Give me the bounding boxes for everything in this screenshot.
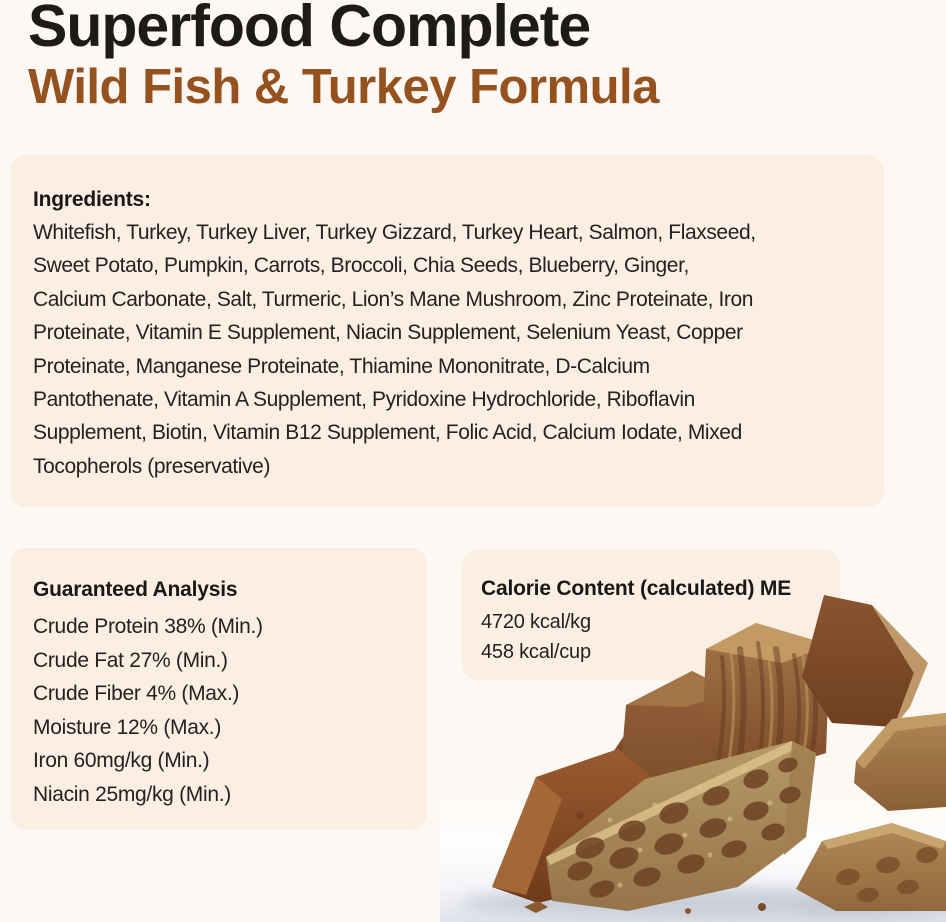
- ingredient-line: Proteinate, Vitamin E Supplement, Niacin Supplement, Selenium Yeast, Copper: [33, 321, 743, 345]
- ingredient-line: Sweet Potato, Pumpkin, Carrots, Broccoli, Chia Seeds, Blueberry, Ginger,: [33, 254, 689, 278]
- calorie-line: 4720 kcal/kg: [481, 611, 591, 633]
- ingredient-line: Proteinate, Manganese Proteinate, Thiamine Mononitrate, D-Calcium: [33, 354, 650, 378]
- analysis-item: Moisture 12% (Max.): [33, 715, 222, 739]
- food-pile-illustration: [440, 555, 946, 922]
- ingredient-line: Pantothenate, Vitamin A Supplement, Pyridoxine Hydrochloride, Riboflavin: [33, 388, 695, 412]
- analysis-item: Niacin 25mg/kg (Min.): [33, 782, 231, 806]
- product-subtitle: Wild Fish & Turkey Formula: [28, 60, 659, 114]
- analysis-item: Iron 60mg/kg (Min.): [33, 749, 210, 773]
- ingredient-line: Whitefish, Turkey, Turkey Liver, Turkey Gizzard, Turkey Heart, Salmon, Flaxseed,: [33, 221, 756, 244]
- analysis-item: Crude Fiber 4% (Max.): [33, 682, 240, 706]
- calorie-line: 458 kcal/cup: [481, 640, 591, 663]
- ingredient-line: Tocopherols (preservative): [33, 454, 271, 478]
- ingredients-text: [33, 216, 875, 483]
- calorie-heading: Calorie Content (calculated) ME: [481, 577, 792, 600]
- ingredient-line: Supplement, Biotin, Vitamin B12 Supplement, Folic Acid, Calcium Iodate, Mixed: [33, 421, 742, 445]
- food-photo: [440, 555, 946, 922]
- guaranteed-analysis-card: [10, 548, 427, 830]
- guaranteed-analysis-heading: Guaranteed Analysis: [33, 578, 238, 601]
- ingredients-card: [10, 155, 884, 507]
- ingredients-heading: Ingredients:: [33, 188, 151, 211]
- guaranteed-analysis-list: [33, 610, 413, 812]
- product-title: Superfood Complete: [28, 0, 591, 59]
- analysis-item: Crude Protein 38% (Min.): [33, 615, 263, 638]
- analysis-item: Crude Fat 27% (Min.): [33, 648, 228, 672]
- ingredient-line: Calcium Carbonate, Salt, Turmeric, Lion’s Mane Mushroom, Zinc Proteinate, Iron: [33, 287, 754, 311]
